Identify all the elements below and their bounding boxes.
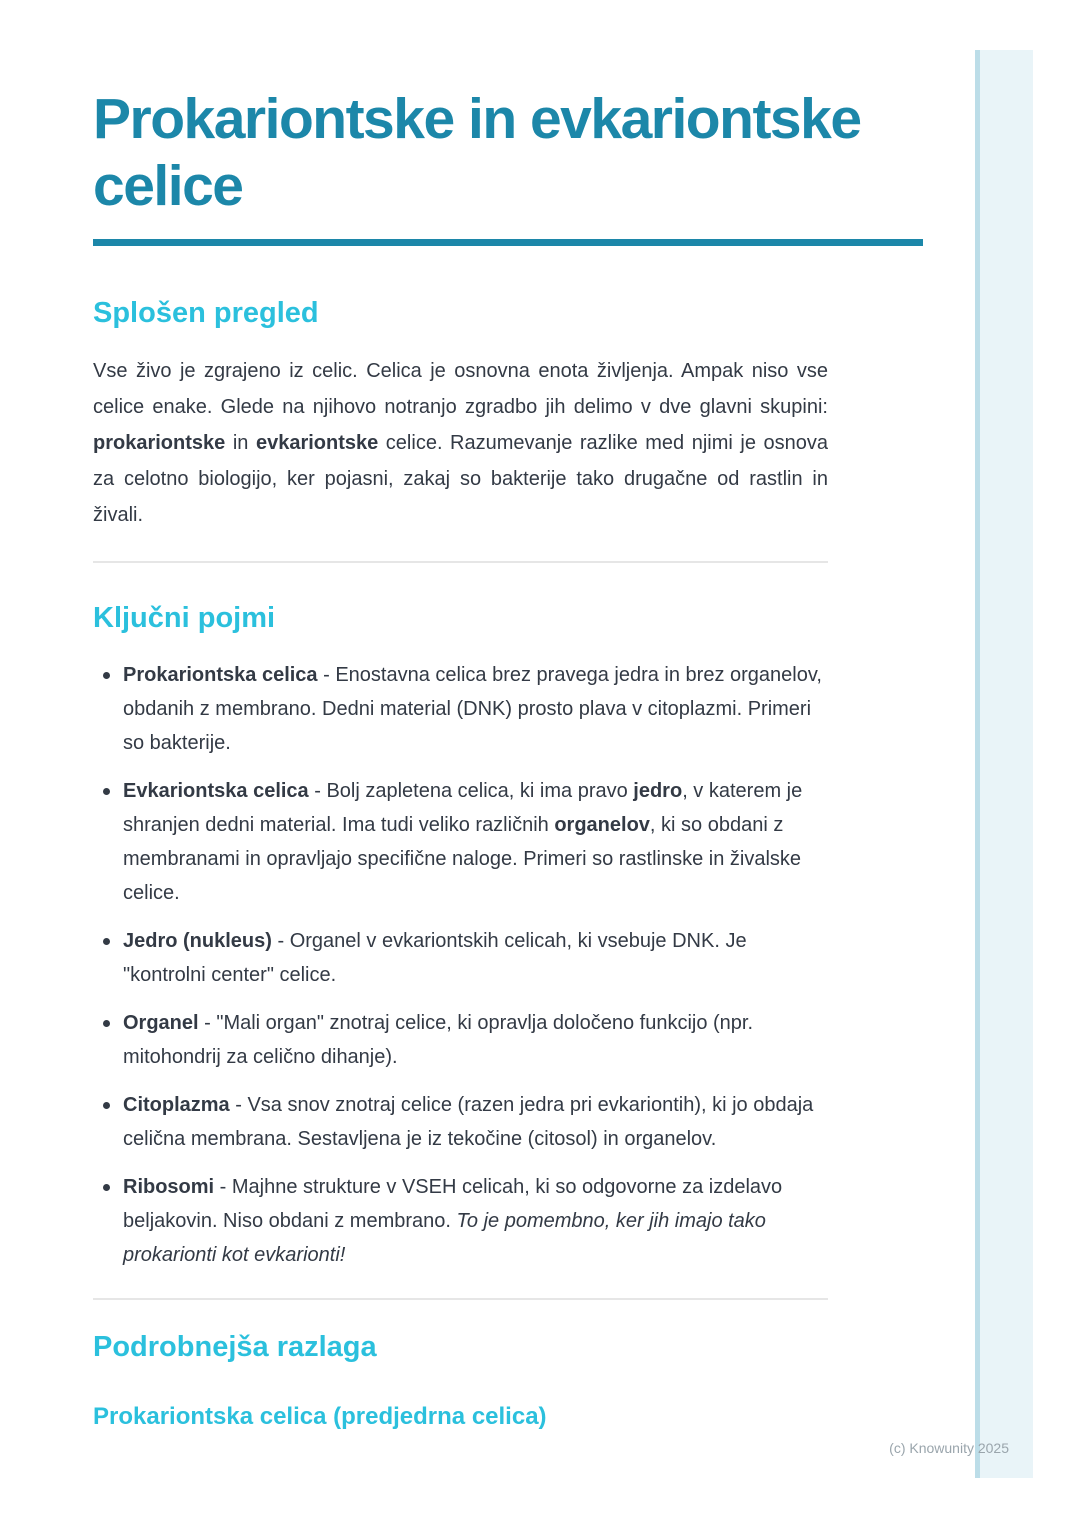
key-term-item — [93, 774, 828, 910]
overview-paragraph — [93, 353, 828, 533]
text-segment: - Majhne strukture v VSEH celicah, ki so odgovorne za izdelavo beljakovin. Niso obdani z membrano. — [123, 1175, 783, 1232]
text-segment: organelov — [554, 813, 650, 836]
text-segment: - Enostavna celica brez pravega jedra in brez organelov, obdanih z membrano. Dedni material (DNK) prosto plava v citoplazmi. Primeri so bakterije. — [123, 663, 822, 754]
section-heading-key-terms: Ključni pojmi — [93, 602, 276, 635]
subsection-heading-prokaryotic-cell: Prokariontska celica (predjedrna celica) — [93, 1402, 547, 1430]
text-segment: Evkariontska celica — [123, 779, 309, 802]
text-segment: celice. Razumevanje razlike med njimi je osnova za celotno biologijo, ker pojasni, zakaj so bakterije tako drugačne od rastlin in živali. — [93, 432, 828, 527]
key-term-item — [93, 1088, 828, 1156]
section-heading-overview: Splošen pregled — [93, 297, 319, 330]
text-segment: - Vsa snov znotraj celice (razen jedra pri evkariontih), ki jo obdaja celična membrana. Sestavljena je iz tekočine (citosol) in organelov. — [123, 1093, 814, 1150]
text-segment: - "Mali organ" znotraj celice, ki opravlja določeno funkcijo (npr. mitohondrij za celično dihanje). — [123, 1011, 754, 1068]
key-term-item — [93, 658, 828, 760]
section-heading-details: Podrobnejša razlaga — [93, 1330, 377, 1363]
text-segment: jedro — [633, 779, 683, 802]
text-segment: prokariontske — [93, 432, 226, 455]
section-divider — [93, 1298, 828, 1300]
text-segment: Citoplazma — [123, 1093, 230, 1116]
title-underline-rule — [93, 239, 923, 246]
text-segment: evkariontske — [255, 432, 379, 455]
text-segment: To je pomembno, ker jih imajo tako prokarionti kot evkarionti! — [123, 1209, 766, 1266]
page-edge-accent-bar — [975, 50, 1033, 1478]
text-segment: Jedro (nukleus) — [123, 929, 272, 952]
text-segment: - Bolj zapletena celica, ki ima pravo — [308, 779, 634, 802]
document-content — [93, 0, 861, 1432]
text-segment: in — [225, 432, 256, 455]
page-title: Prokariontske in evkariontske celice — [93, 87, 861, 218]
text-segment: Ribosomi — [123, 1175, 215, 1198]
copyright-footer: (c) Knowunity 2025 — [889, 1440, 1009, 1456]
section-divider — [93, 561, 828, 563]
text-segment: , v katerem je shranjen dedni material. Ima tudi veliko različnih — [123, 779, 803, 836]
key-term-item — [93, 1170, 828, 1272]
key-term-item — [93, 924, 828, 992]
text-segment: Prokariontska celica — [123, 663, 318, 686]
text-segment: Organel — [123, 1011, 199, 1034]
key-terms-list — [93, 658, 828, 1272]
text-segment: - Organel v evkariontskih celicah, ki vsebuje DNK. Je "kontrolni center" celice. — [123, 929, 747, 986]
text-segment: Vse živo je zgrajeno iz celic. Celica je osnovna enota življenja. Ampak niso vse celice enake. Glede na njihovo notranjo zgradbo jih delimo v dve glavni skupini: — [93, 360, 828, 419]
text-segment: , ki so obdani z membranami in opravljajo specifične naloge. Primeri so rastlinske in živalske celice. — [123, 813, 802, 904]
key-term-item — [93, 1006, 828, 1074]
